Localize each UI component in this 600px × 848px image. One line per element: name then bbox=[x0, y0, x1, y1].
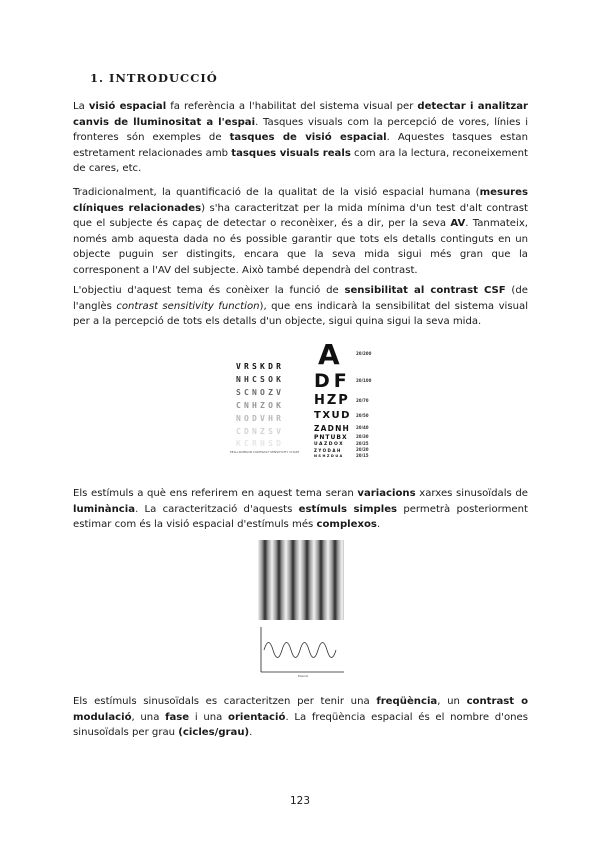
bold-term: mesures clíniques relacionades bbox=[73, 187, 528, 214]
text: . bbox=[249, 727, 253, 739]
italic-term: contrast sensitivity function bbox=[116, 300, 260, 312]
bold-term: tasques de visió espacial bbox=[229, 132, 387, 144]
text: (de l'anglès bbox=[73, 285, 528, 312]
snellen-chart bbox=[312, 340, 382, 460]
text: , un bbox=[437, 696, 467, 707]
bold-term: freqüència bbox=[376, 696, 438, 707]
sine-wave bbox=[264, 643, 336, 658]
text: . La freqüència espacial és el nombre d'ones sinusoïdals per grau bbox=[73, 711, 528, 739]
plot-x-label: Posició bbox=[298, 674, 309, 678]
chart-row: UAZDOX bbox=[314, 442, 345, 447]
acuity-value: 20/50 bbox=[356, 413, 369, 418]
chart-row: PNTUBX bbox=[314, 434, 348, 441]
paragraph-stimuli bbox=[73, 486, 528, 533]
text: , una bbox=[131, 711, 166, 723]
text: ), que ens indicarà la sensibilitat del sistema visual per a la percepció de tots els detalls d'un objecte, sigui quina sigui la seva mida. bbox=[73, 300, 528, 328]
chart-row: A bbox=[318, 338, 340, 371]
paragraph-intro bbox=[73, 99, 528, 177]
luminance-profile-svg bbox=[258, 626, 344, 680]
text: fa referència a l'habilitat del sistema visual per bbox=[166, 101, 418, 112]
chart-row: ZYODAH bbox=[314, 448, 342, 453]
acuity-value: 20/100 bbox=[356, 378, 372, 383]
section-heading bbox=[90, 71, 218, 85]
chart-row: NODVHR bbox=[236, 414, 285, 423]
text: . Tasques visuals com la percepció de vores, línies i fronteres són exemples de bbox=[73, 116, 529, 144]
text: . bbox=[376, 519, 381, 531]
paragraph-quantification bbox=[73, 185, 528, 279]
bold-term: AV bbox=[450, 218, 466, 230]
bold-term: fase bbox=[165, 711, 190, 723]
section-number: 1. bbox=[90, 71, 105, 85]
pelli-robson-chart bbox=[228, 356, 306, 459]
text: . Aquestes tasques estan estretament relacionades amb bbox=[73, 132, 528, 159]
bold-term: variacions bbox=[357, 488, 416, 499]
chart-row: DF bbox=[314, 370, 351, 392]
bold-term: detectar i analitzar canvis de lluminositat a l'espai bbox=[73, 101, 529, 128]
chart-row: ZADNH bbox=[314, 424, 351, 433]
text: Tradicionalment, la quantificació de la qualitat de la visió espacial humana ( bbox=[73, 187, 480, 198]
acuity-value: 20/15 bbox=[356, 453, 369, 458]
acuity-value: 20/25 bbox=[356, 441, 369, 446]
acuity-value: 20/40 bbox=[356, 425, 369, 430]
bold-term: complexos bbox=[316, 519, 377, 531]
text: La bbox=[73, 101, 89, 112]
figure-sinusoidal-grating bbox=[258, 540, 344, 680]
chart-row: TXUD bbox=[314, 410, 351, 421]
text: permetrà posteriorment estimar com és la visió espacial d'estímuls més bbox=[73, 503, 528, 531]
chart-row: SCNOZV bbox=[236, 388, 285, 397]
text: com ara la lectura, reconeixement de cares, etc. bbox=[73, 147, 528, 175]
bold-term: visió espacial bbox=[88, 101, 167, 112]
text: xarxes sinusoïdals de bbox=[415, 488, 529, 499]
text: . La caracterització d'aquests bbox=[135, 503, 299, 515]
chart-row: VRSKDR bbox=[236, 362, 285, 371]
chart-row: CDNZSV bbox=[236, 427, 285, 436]
paragraph-objective bbox=[73, 283, 528, 330]
text: ) s'ha caracteritzat per la mida mínima d'un test d'alt contrast que el subjecte és capaç de detectar o reconèixer, és a dir, per la seva bbox=[73, 202, 528, 230]
grating-image bbox=[258, 540, 344, 620]
acuity-value: 20/30 bbox=[356, 434, 369, 439]
chart-row: CNHZOK bbox=[236, 401, 285, 410]
acuity-value: 20/200 bbox=[356, 351, 372, 356]
acuity-value: 20/70 bbox=[356, 398, 369, 403]
chart-caption: PELLI-ROBSON CONTRAST SENSITIVITY CHART bbox=[230, 450, 300, 454]
chart-row: HZP bbox=[314, 393, 350, 408]
chart-row: NHCSOK bbox=[236, 375, 285, 384]
bold-term: tasques visuals reals bbox=[231, 147, 351, 159]
chart-row: NSHZDUA bbox=[314, 454, 344, 458]
text: L'objectiu d'aquest tema és conèixer la funció de bbox=[73, 285, 345, 296]
text: Els estímuls a què ens referirem en aquest tema seran bbox=[73, 488, 358, 499]
page-number: 123 bbox=[289, 795, 311, 807]
bold-term: (cicles/grau) bbox=[178, 727, 250, 739]
acuity-value: 20/20 bbox=[356, 447, 369, 452]
bold-term: luminància bbox=[73, 503, 136, 515]
paragraph-characteristics bbox=[73, 694, 528, 741]
bold-term: estímuls simples bbox=[298, 503, 398, 515]
bold-term: orientació bbox=[228, 711, 286, 723]
text: . Tanmateix, només amb aquesta dada no és possible garantir que tots els detalls continguts en un objecte puguin ser distingits, encara que la seva mida sigui més gran que la corresponent a l'AV del subjecte. Això també dependrà del contrast. bbox=[73, 218, 528, 276]
luminance-profile-plot bbox=[258, 626, 344, 684]
text: i una bbox=[189, 711, 229, 723]
text: Els estímuls sinusoïdals es caracteritzen per tenir una bbox=[73, 696, 377, 707]
bold-term: contrast o modulació bbox=[73, 696, 529, 723]
section-title: INTRODUCCIÓ bbox=[109, 71, 218, 85]
bold-term: sensibilitat al contrast CSF bbox=[344, 285, 506, 296]
chart-row: KCRHSD bbox=[236, 439, 285, 448]
figure-acuity-charts bbox=[228, 340, 373, 460]
